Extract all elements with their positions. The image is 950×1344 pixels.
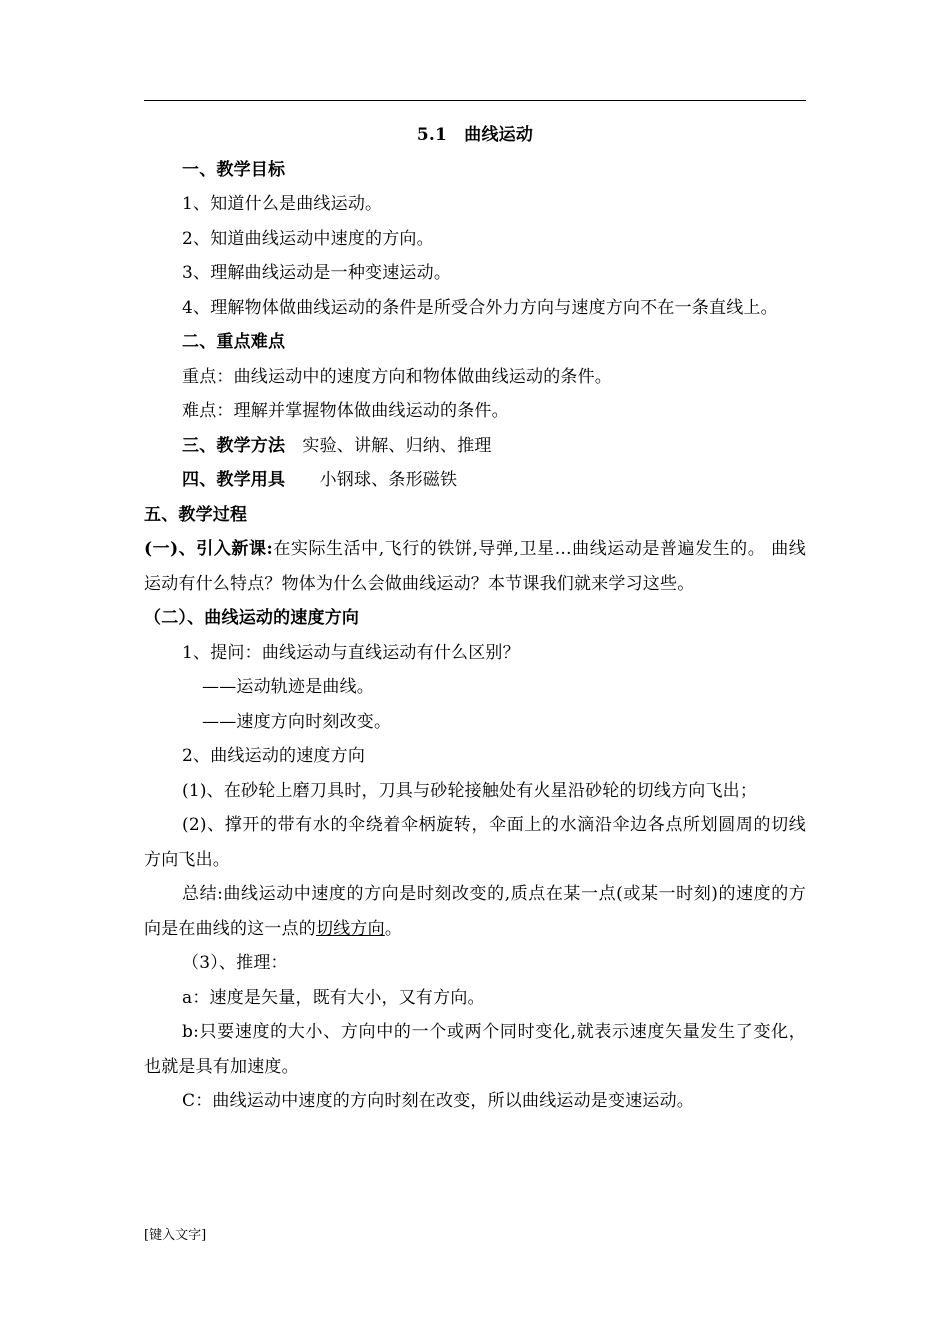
- reasoning-a: a：速度是矢量，既有大小，又有方向。: [182, 987, 485, 1008]
- key-point: 重点：曲线运动中的速度方向和物体做曲线运动的条件。: [182, 366, 612, 387]
- subsection-heading-velocity-direction: （二）、曲线运动的速度方向: [144, 608, 360, 628]
- section-heading-process: 五、教学过程: [144, 504, 248, 525]
- summary-paragraph: [144, 877, 806, 946]
- tools-text: 小钢球、条形磁铁: [285, 470, 458, 490]
- objective-item: 3、理解曲线运动是一种变速运动。: [182, 263, 452, 283]
- section-heading-tools: 四、教学用具: [182, 470, 286, 490]
- document-title: 5.1 曲线运动: [416, 125, 534, 145]
- header-rule: [144, 100, 806, 101]
- question-1: 1、提问：曲线运动与直线运动有什么区别？: [182, 642, 520, 663]
- summary-text: 总结:曲线运动中速度的方向是时刻改变的,质点在某一点(或某一时刻)的速度的方向是在曲线的这一点的: [144, 884, 806, 939]
- objective-item: 2、知道曲线运动中速度的方向。: [182, 228, 434, 249]
- intro-label: (一)、引入新课:: [144, 539, 274, 559]
- summary-underlined-term: 切线方向: [316, 918, 385, 939]
- section-heading-key-points: 二、重点难点: [182, 332, 286, 352]
- tools-line: [144, 463, 806, 498]
- example-1: (1)、在砂轮上磨刀具时，刀具与砂轮接触处有火星沿砂轮的切线方向飞出；: [182, 780, 758, 801]
- reasoning-b: b:只要速度的大小、方向中的一个或两个同时变化,就表示速度矢量发生了变化，也就是具有加速度。: [144, 1022, 806, 1077]
- objective-item: 4、理解物体做曲线运动的条件是所受合外力方向与速度方向不在一条直线上。: [182, 297, 778, 318]
- answer-1: ——运动轨迹是曲线。: [202, 677, 374, 697]
- difficulty-point: 难点：理解并掌握物体做曲线运动的条件。: [182, 401, 509, 421]
- question-2: 2、曲线运动的速度方向: [182, 746, 366, 766]
- answer-2: ——速度方向时刻改变。: [202, 711, 392, 732]
- reasoning-heading: （3）、推理：: [182, 953, 288, 973]
- reasoning-c: C：曲线运动中速度的方向时刻在改变，所以曲线运动是变速运动。: [182, 1091, 695, 1111]
- methods-line: [144, 429, 806, 464]
- example-2: (2)、撑开的带有水的伞绕着伞柄旋转，伞面上的水滴沿伞边各点所划圆周的切线方向飞出。: [144, 815, 806, 870]
- objective-item: 1、知道什么是曲线运动。: [182, 194, 383, 214]
- document-body: [144, 118, 806, 1119]
- section-heading-methods: 三、教学方法: [182, 435, 286, 456]
- methods-text: 实验、讲解、归纳、推理: [285, 435, 492, 456]
- section-heading-objectives: 一、教学目标: [182, 159, 286, 180]
- intro-text: 在实际生活中,飞行的铁饼,导弹,卫星…曲线运动是普遍发生的。 曲线运动有什么特点？物体为什么会做曲线运动？本节课我们就来学习这些。: [144, 539, 806, 594]
- intro-paragraph: [144, 532, 806, 601]
- footer-placeholder: [键入文字]: [144, 1228, 207, 1243]
- summary-end: 。: [384, 918, 403, 939]
